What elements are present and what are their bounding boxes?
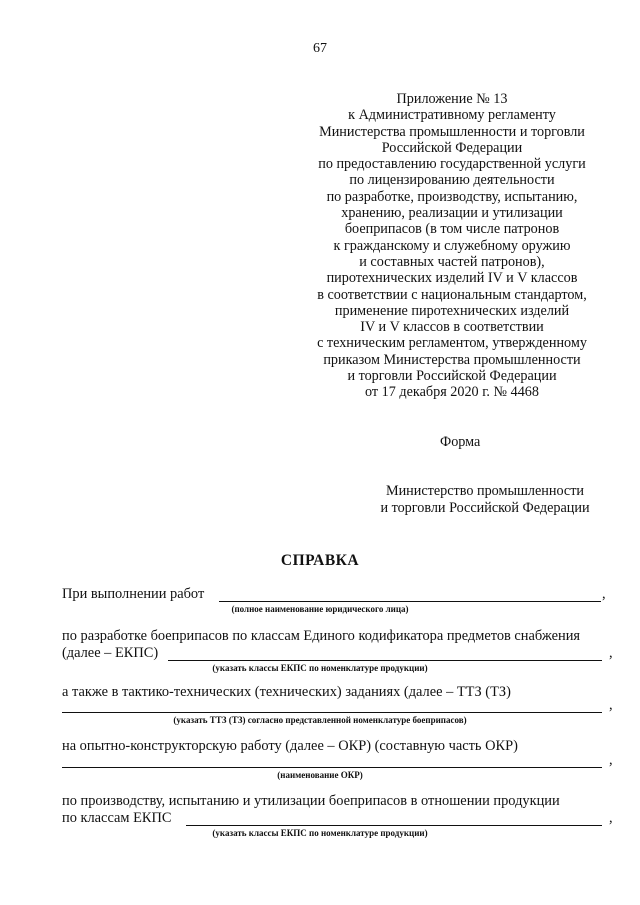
legal-entity-name-field[interactable] xyxy=(219,601,601,602)
appendix-line: к гражданскому и служебному оружию xyxy=(333,237,571,254)
appendix-line: и составных частей патронов), xyxy=(359,253,545,270)
appendix-line: боеприпасов (в том числе патронов xyxy=(344,221,560,238)
field5-text: по производству, испытанию и утилизации боеприпасов в отношении продукции xyxy=(62,793,560,809)
appendix-line: по лицензированию деятельности xyxy=(349,172,555,189)
field2-caption: (указать классы ЕКПС по номенклатуре продукции) xyxy=(212,663,428,673)
ekps-classes-field[interactable] xyxy=(168,660,602,661)
field1-caption: (полное наименование юридического лица) xyxy=(231,604,409,614)
okr-name-field[interactable] xyxy=(62,767,602,768)
appendix-line: от 17 декабря 2020 г. № 4468 xyxy=(365,384,539,401)
comma: , xyxy=(609,752,613,768)
field5-caption: (указать классы ЕКПС по номенклатуре продукции) xyxy=(212,828,428,838)
field2-label: (далее – ЕКПС) xyxy=(62,645,159,661)
appendix-line: хранению, реализации и утилизации xyxy=(341,205,563,222)
appendix-line: Российской Федерации xyxy=(381,139,523,156)
field5-label: по классам ЕКПС xyxy=(62,810,172,826)
ministry-recipient xyxy=(320,483,640,516)
appendix-line: с техническим регламентом, утвержденному xyxy=(317,335,587,352)
appendix-line: в соответствии с национальным стандартом, xyxy=(317,286,587,303)
field3-text: а также в тактико-технических (технических) заданиях (далее – ТТЗ (ТЗ) xyxy=(62,684,511,700)
appendix-line: Приложение № 13 xyxy=(396,91,508,107)
field3-caption: (указать ТТЗ (ТЗ) согласно представленной номенклатуре боеприпасов) xyxy=(173,715,467,725)
field4-text: на опытно-конструкторскую работу (далее – ОКР) (составную часть ОКР) xyxy=(62,738,518,754)
field1-label: При выполнении работ xyxy=(62,586,205,602)
field2-text: по разработке боеприпасов по классам Единого кодификатора предметов снабжения xyxy=(62,628,581,644)
ttz-field[interactable] xyxy=(62,712,602,713)
ministry-line-1: Министерство промышленности xyxy=(385,483,585,499)
page-number: 67 xyxy=(313,41,327,56)
appendix-header xyxy=(272,91,632,401)
ekps-classes-field-2[interactable] xyxy=(186,825,602,826)
field4-caption: (наименование ОКР) xyxy=(277,770,363,780)
comma: , xyxy=(602,586,606,602)
comma: , xyxy=(609,697,613,713)
form-label: Форма xyxy=(440,434,481,450)
appendix-line: применение пиротехнических изделий xyxy=(334,302,570,319)
appendix-line: пиротехнических изделий IV и V классов xyxy=(326,270,578,287)
comma: , xyxy=(609,645,613,661)
appendix-line: IV и V классов в соответствии xyxy=(360,319,544,336)
appendix-line: и торговли Российской Федерации xyxy=(347,368,557,385)
ministry-line-2: и торговли Российской Федерации xyxy=(380,499,590,516)
document-title: СПРАВКА xyxy=(280,552,360,569)
appendix-line: приказом Министерства промышленности xyxy=(323,351,581,368)
appendix-line: Министерства промышленности и торговли xyxy=(319,123,585,140)
comma: , xyxy=(609,810,613,826)
appendix-line: по разработке, производству, испытанию, xyxy=(326,188,578,205)
appendix-line: по предоставлению государственной услуги xyxy=(318,156,586,173)
appendix-line: к Административному регламенту xyxy=(348,107,556,124)
